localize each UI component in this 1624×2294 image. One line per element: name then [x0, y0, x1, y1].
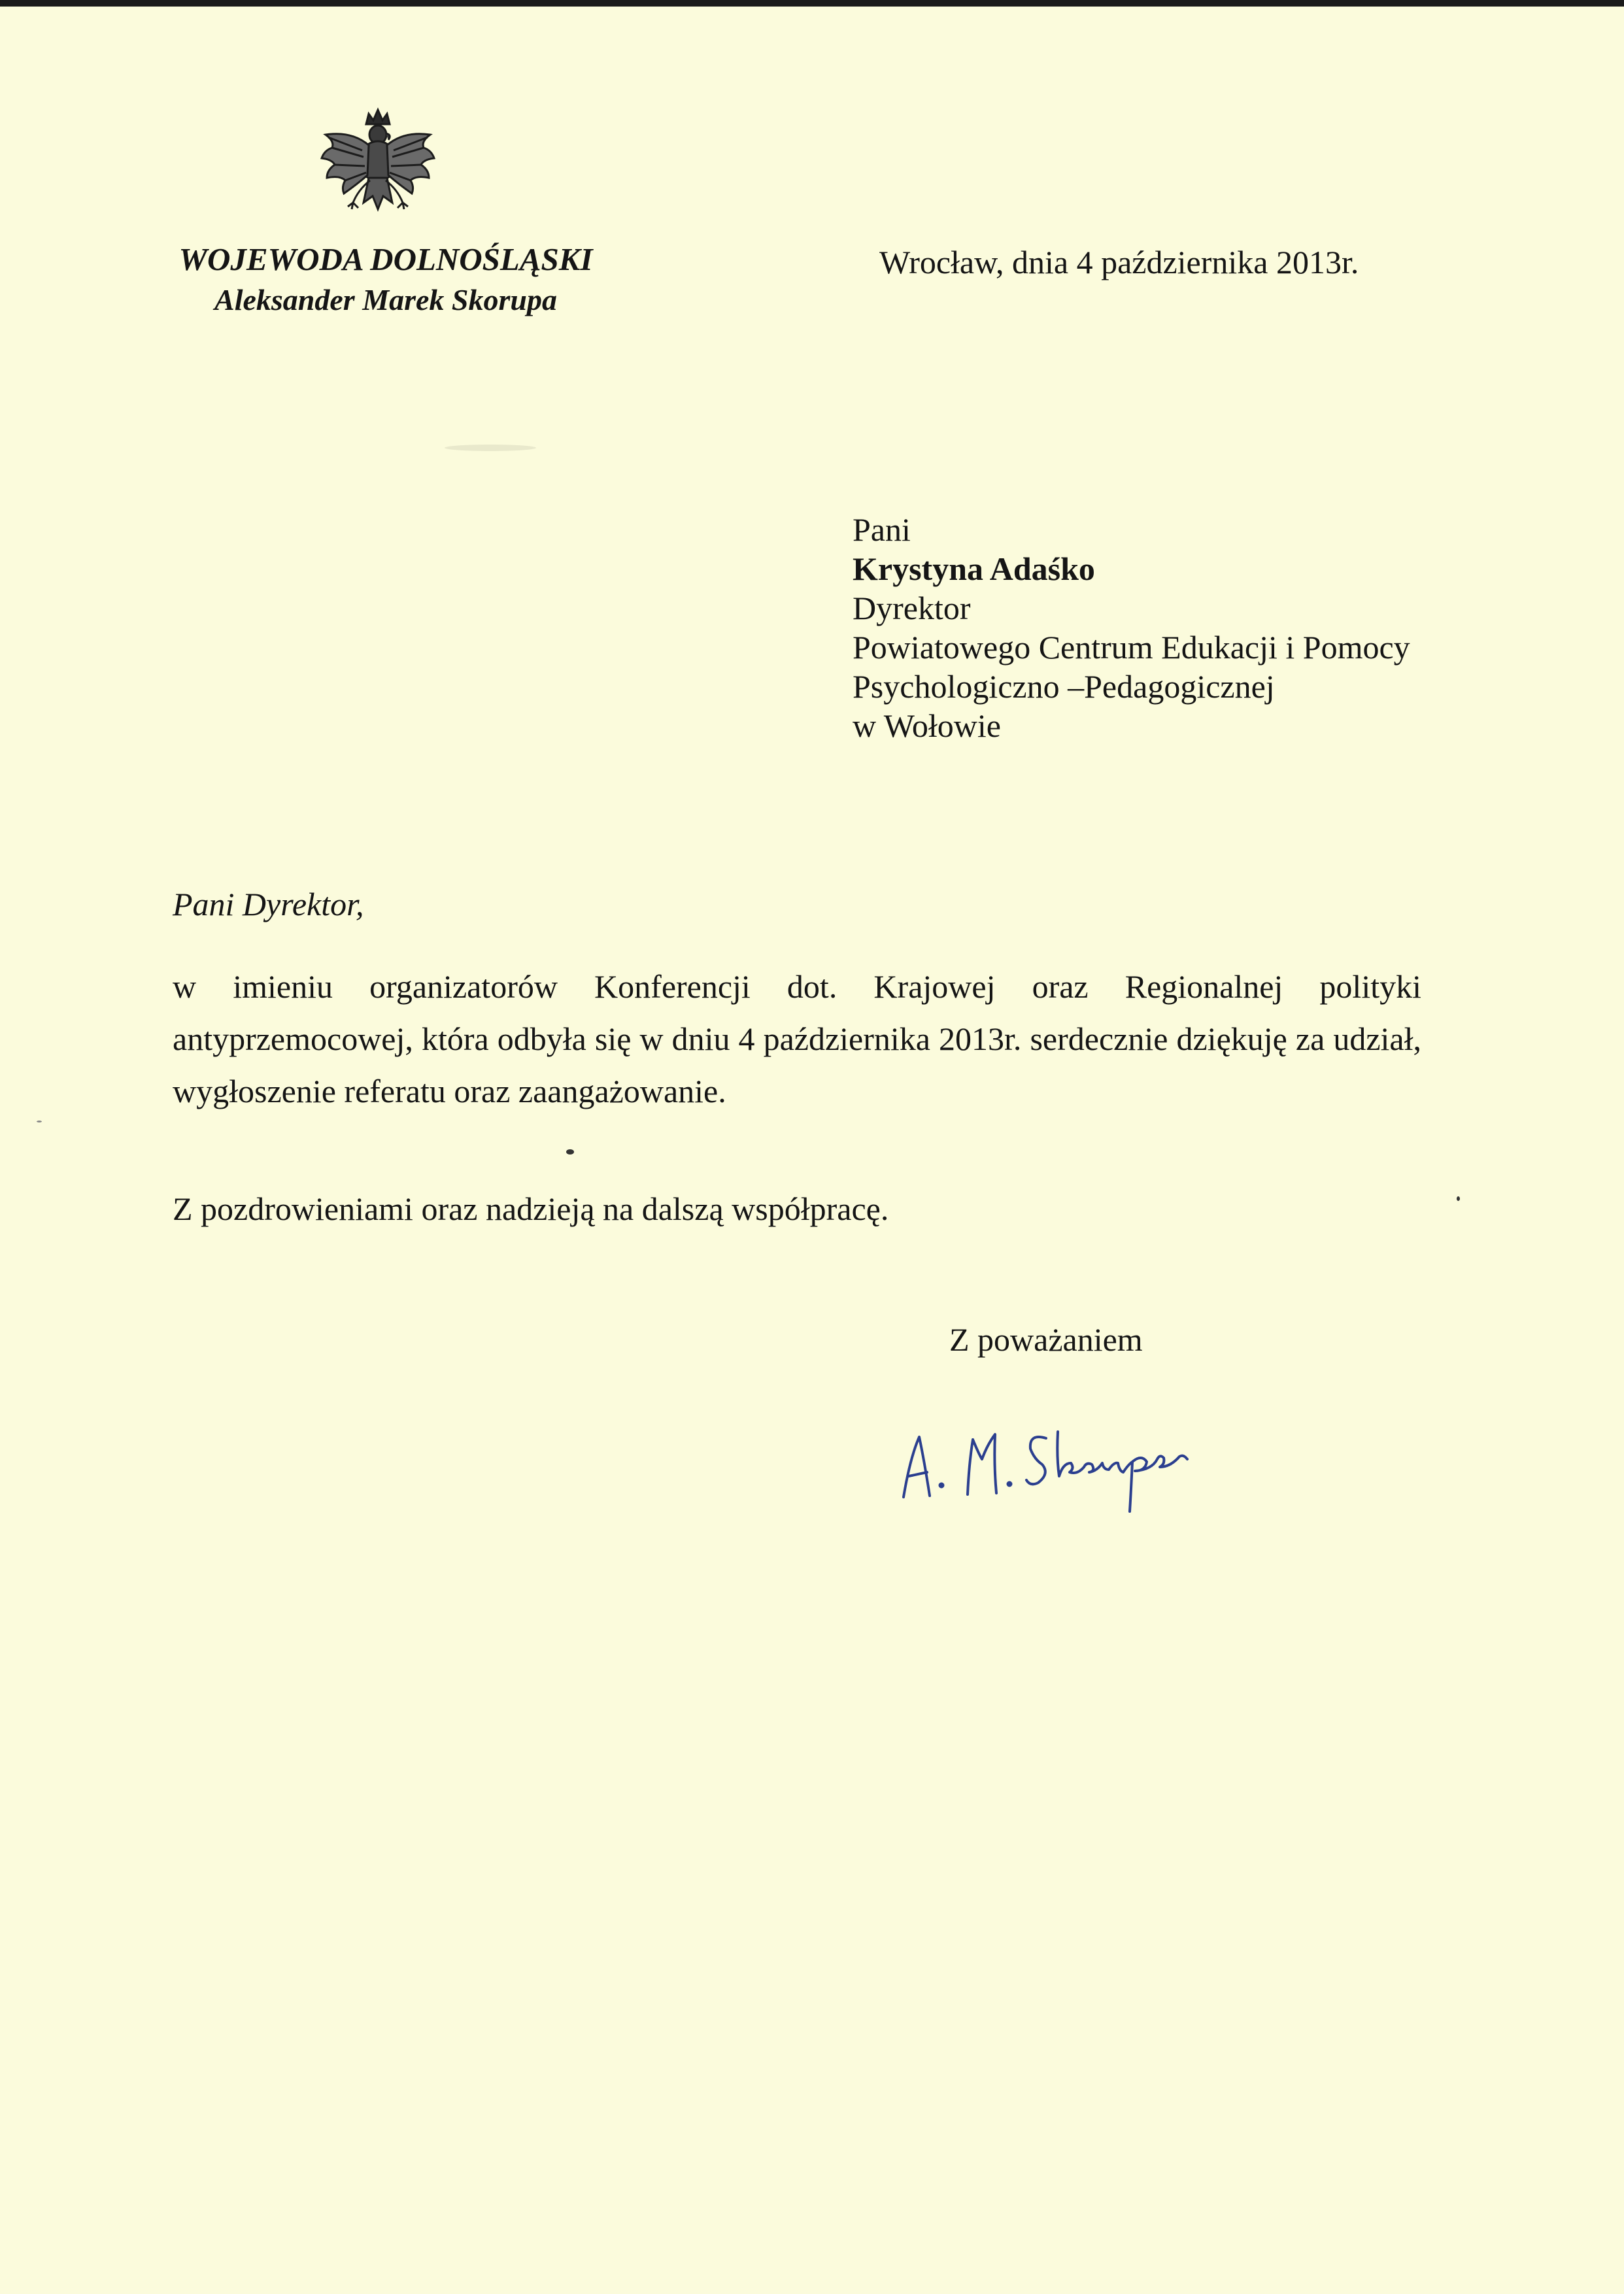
recipient-location: w Wołowie	[853, 707, 1001, 744]
sender-title: WOJEWODA DOLNOŚLĄSKI	[178, 241, 593, 277]
letter-date: Wrocław, dnia 4 października 2013r.	[879, 244, 1359, 280]
letter-body: w imieniu organizatorów Konferencji dot. Krajowej oraz Regionalnej polityki antyprzemocowej, która odbyła się w dniu 4 października 2013r. serdecznie dziękuję za udział, wygłoszenie referatu oraz zaangażowanie.	[173, 968, 1421, 1109]
scan-speck	[1457, 1196, 1460, 1201]
sender-block	[157, 239, 615, 320]
scan-speck	[445, 445, 536, 451]
scan-speck	[37, 1121, 42, 1122]
letter-regards: Z poważaniem	[949, 1321, 1143, 1358]
recipient-institution-line2: Psychologiczno –Pedagogicznej	[853, 668, 1275, 705]
recipient-position: Dyrektor	[853, 590, 971, 626]
recipient-name: Krystyna Adaśko	[853, 550, 1095, 587]
handwritten-signature	[896, 1399, 1262, 1517]
sender-name: Aleksander Marek Skorupa	[214, 283, 557, 316]
polish-eagle-emblem-icon	[313, 105, 443, 235]
letter-closing-line: Z pozdrowieniami oraz nadzieją na dalszą współpracę.	[173, 1190, 889, 1227]
letter-salutation: Pani Dyrektor,	[173, 886, 364, 922]
scan-speck	[566, 1149, 574, 1155]
recipient-salutation-line: Pani	[853, 511, 911, 548]
recipient-institution-line1: Powiatowego Centrum Edukacji i Pomocy	[853, 629, 1410, 666]
scan-top-edge	[0, 0, 1624, 7]
recipient-address-block	[853, 510, 1410, 745]
